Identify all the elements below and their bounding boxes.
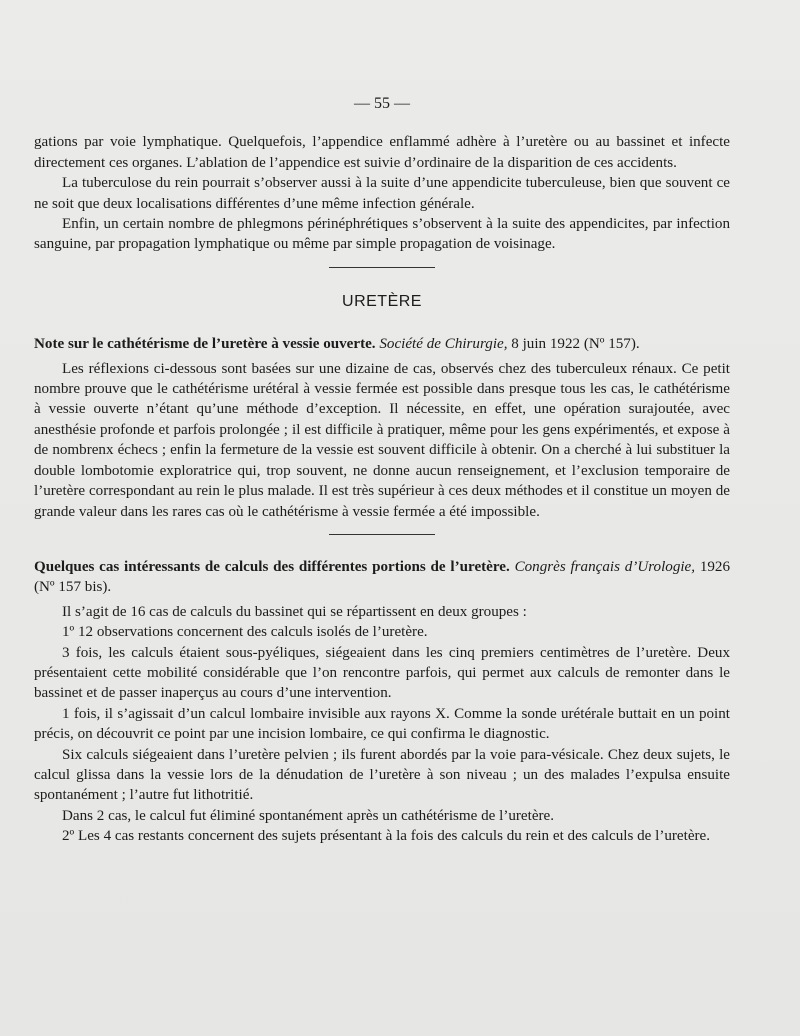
entry-2-ref: 1926 (Nº 157 bis). bbox=[34, 558, 730, 596]
intro-paragraph-1: gations par voie lymphatique. Quelquefois, l’appendice enflammé adhère à l’uretère ou au bassinet et infecte directement ces organes. L’ablation de l’appendice est suivie d’ordinaire de la disparition de ces accidents. bbox=[34, 134, 730, 171]
page-number: — 55 — bbox=[354, 95, 410, 112]
entry-2-paragraph-2: 1º 12 observations concernent des calculs isolés de l’uretère. bbox=[62, 624, 428, 641]
entry-1-ref: 8 juin 1922 (Nº 157). bbox=[511, 336, 640, 353]
entry-1-body: Les réflexions ci-dessous sont basées sur une dizaine de cas, observés chez des tuberculeux rénaux. Ce petit nombre prouve que le cathétérisme urétéral à vessie fermée est possible dans presque tous les cas, le cathétérisme à vessie ouverte n’étant qu’une méthode d’exception. Il nécessite, en effet, une opération surajoutée, avec anesthésie profonde et parfois prolongée ; il est difficile à pratiquer, même pour les gens expérimentés, et expose à de nombrenx échecs ; enfin la fermeture de la vessie est souvent difficile à obtenir. On a cherché à lui substituer la double lombotomie exploratrice qui, trop souvent, ne donne aucun renseignement, et l’exclusion temporaire de l’uretère correspondant au rein le plus malade. Il est très supérieur à ces deux méthodes et il constitue un moyen de grande valeur dans les rares cas où le cathétérisme à vessie fermée a été impossible. bbox=[34, 360, 730, 520]
intro-paragraph-3: Enfin, un certain nombre de phlegmons périnéphrétiques s’observent à la suite des appendicites, par infection sanguine, par propagation lymphatique ou même par simple propagation de voisinage. bbox=[34, 216, 730, 253]
entry-2-paragraph-3: 3 fois, les calculs étaient sous-pyéliques, siégeaient dans les cinq premiers centimètres de l’uretère. Deux présentaient cette mobilité considérable que l’on rencontre parfois, qui permet aux calculs de remonter dans le bassinet et de passer inaperçus au cours d’une intervention. bbox=[34, 644, 730, 702]
separator-rule bbox=[329, 267, 435, 268]
entry-2-paragraph-4: 1 fois, il s’agissait d’un calcul lombaire invisible aux rayons X. Comme la sonde urétérale buttait en un point précis, on découvrit ce point par une incision lombaire, ce qui confirma le diagnostic. bbox=[34, 705, 730, 743]
page-content bbox=[34, 94, 730, 847]
entry-1-heading bbox=[34, 334, 730, 354]
section-title: URETÈRE bbox=[342, 292, 422, 310]
entry-2-paragraph-6: Dans 2 cas, le calcul fut éliminé spontanément après un cathétérisme de l’uretère. bbox=[62, 807, 555, 824]
entry-2-heading bbox=[34, 557, 730, 598]
entry-2-source: Congrès français d’Urologie, bbox=[514, 558, 696, 575]
entry-2-title: Quelques cas intéressants de calculs des différentes portions de l’uretère. bbox=[34, 558, 510, 575]
entry-2-paragraph-5: Six calculs siégeaient dans l’uretère pelvien ; ils furent abordés par la voie para-vésicale. Chez deux sujets, le calcul glissa dans la vessie lors de la dénudation de l’uretère à son niveau ; un des malades l’expulsa ensuite spontanément ; l’autre fut lithotritié. bbox=[34, 746, 730, 804]
separator-rule bbox=[329, 534, 435, 535]
intro-paragraph-2: La tuberculose du rein pourrait s’observer aussi à la suite d’une appendicite tuberculeuse, bien que souvent ce ne soit que deux localisations différentes d’une même infection générale. bbox=[34, 175, 730, 212]
entry-1-source: Société de Chirurgie, bbox=[379, 336, 508, 353]
entry-2-paragraph-1: Il s’agit de 16 cas de calculs du bassinet qui se répartissent en deux groupes : bbox=[62, 603, 527, 620]
entry-1-title: Note sur le cathétérisme de l’uretère à vessie ouverte. bbox=[34, 336, 376, 353]
entry-2-paragraph-7: 2º Les 4 cas restants concernent des sujets présentant à la fois des calculs du rein et des calculs de l’uretère. bbox=[62, 828, 711, 845]
